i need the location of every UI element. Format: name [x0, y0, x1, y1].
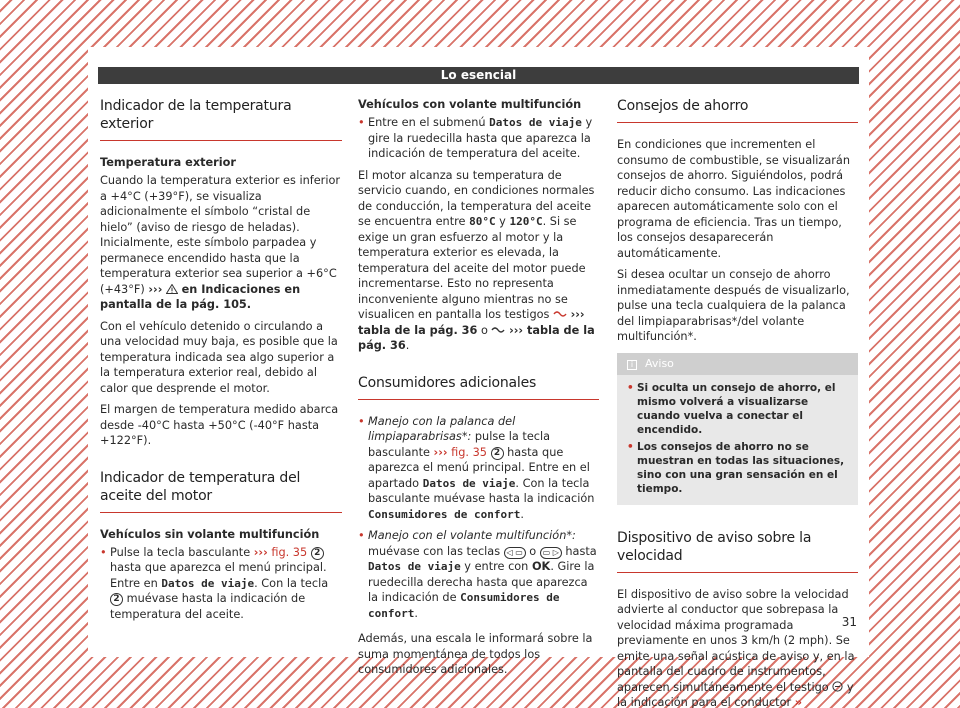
- section-title: Lo esencial: [440, 68, 517, 82]
- paragraph-range: El margen de temperatura medido abarca desde -40°C hasta +50°C (-40°F hasta +122°F).: [100, 403, 339, 447]
- warning-triangle-icon: [166, 284, 178, 294]
- page-number: 31: [841, 615, 857, 629]
- oil-temp-warning-icon: [553, 309, 567, 318]
- callout-number: 2: [311, 547, 324, 560]
- callout-number: 2: [110, 593, 123, 606]
- column-middle: [358, 97, 599, 684]
- heading-oil-temp: Indicador de temperatura del aceite del motor: [100, 469, 342, 513]
- ref-arrow: ›››: [433, 445, 448, 459]
- manual-page: [88, 47, 869, 708]
- notice-box: [617, 353, 858, 505]
- column-left: [100, 97, 342, 628]
- ref-display-indications[interactable]: en Indicaciones en pantalla de la pág. 105.: [100, 282, 301, 311]
- ref-table-2[interactable]: tabla de la pág. 36: [358, 323, 595, 352]
- info-icon: i: [627, 360, 637, 370]
- key-right-icon: ▭ ▷: [540, 547, 562, 559]
- key-left-icon: ◁ ▭: [504, 547, 526, 559]
- bullet-multifunction-wheel: • Manejo con el volante multifunción*: muévase con las teclas ◁ ▭ o ▭ ▷ hasta Datos de viaje y entre con OK. Gire la ruedecilla derecha hasta que aparezca la indicación de Consumidores de confort.: [358, 528, 599, 621]
- callout-number: 2: [491, 447, 504, 460]
- heading-consumers: Consumidores adicionales: [358, 374, 599, 400]
- subheading-multifunction: Vehículos con volante multifunción: [358, 98, 582, 111]
- notice-body: [617, 375, 858, 505]
- ref-arrow: ›››: [253, 545, 268, 559]
- heading-temp-exterior: Indicador de la temperatura exterior: [100, 97, 342, 141]
- speed-warning-icon: [832, 681, 843, 692]
- subheading-no-multifunction: Vehículos sin volante multifunción: [100, 527, 320, 541]
- ref-arrow: ›››: [570, 308, 585, 321]
- ref-arrow: ›››: [509, 323, 524, 337]
- heading-speed-warning: Dispositivo de aviso sobre la velocidad: [617, 529, 858, 573]
- fig-ref[interactable]: fig. 35: [267, 545, 308, 559]
- paragraph-frost: Cuando la temperatura exterior es inferior a +4°C (+39°F), se visualiza adicionalmente el símbolo “cristal de hielo” (aviso de riesgo de heladas). Inicialmente, este símbolo parpadea y permanece encendido hasta que la temperatura exterior sea superior a +6°C (+43°F) ››› en Indicaciones en pantalla de la pág. 105.: [100, 174, 341, 311]
- paragraph-tips: En condiciones que incrementen el consumo de combustible, se visualizarán consejos de ahorro. Siguiéndolos, podrá reducir dicho consumo. Las indicaciones aparecen automáticamente solo con el programa de eficiencia. Tras un tiempo, los consejos desaparecerán automáticamente.: [617, 138, 850, 260]
- paragraph-speed: El dispositivo de aviso sobre la velocidad advierte al conductor que sobrepasa la velocidad máxima programada previamente en unos 3 km/h (2 mph). Se emite una señal acústica de aviso y, en la pantalla del cuadro de instrumentos, aparecen simultáneamente el testigo y la indicación para el conductor »: [617, 587, 855, 708]
- column-right: [617, 97, 858, 708]
- bullet-rocker-key: • Pulse la tecla basculante ››› fig. 35 2 hasta que aparezca el menú principal. Entre en Datos de viaje. Con la tecla 2 muévase hasta la indicación de temperatura del aceite.: [100, 545, 342, 623]
- notice-header: i Aviso: [617, 353, 858, 375]
- oil-level-icon: [491, 325, 505, 334]
- fig-ref[interactable]: fig. 35: [447, 445, 487, 459]
- subheading-temp-exterior: Temperatura exterior: [100, 156, 236, 169]
- paragraph-scale: Además, una escala le informará sobre la suma momentánea de todos los consumidores adicionales.: [358, 632, 593, 676]
- ref-arrow: ›››: [148, 282, 163, 296]
- paragraph-hide-tip: Si desea ocultar un consejo de ahorro inmediatamente después de visualizarlo, pulse una tecla cualquiera de la palanca del limpiaparabrisas*/del volante multifunción*.: [617, 268, 850, 343]
- ref-table-1[interactable]: tabla de la pág. 36: [358, 323, 478, 337]
- bullet-wiper-lever: • Manejo con la palanca del limpiaparabrisas*: pulse la tecla basculante ››› fig. 35 2 hasta que aparezca el menú principal. Entre en el apartado Datos de viaje. Con la tecla basculante muévase hasta la indicación Consumidores de confort.: [358, 414, 599, 523]
- notice-item: • Si oculta un consejo de ahorro, el mismo volverá a visualizarse cuando vuelva a conectar el encendido.: [627, 381, 848, 437]
- continue-arrow: »: [794, 696, 803, 708]
- bullet-submenu: • Entre en el submenú Datos de viaje y gire la ruedecilla hasta que aparezca la indicación de temperatura del aceite.: [358, 115, 599, 162]
- paragraph-oil-range: El motor alcanza su temperatura de servicio cuando, en condiciones normales de conducción, la temperatura del aceite se encuentra entre 80°C y 120°C. Si se exige un gran esfuerzo al motor y la temperatura exterior es elevada, la temperatura del aceite del motor puede incrementarse. Esto no representa inconveniente alguno mientras no se visualicen en pantalla los testigos ››› tabla de la pág. 36 o ››› tabla de la pág. 36.: [358, 168, 595, 352]
- paragraph-engine-heat: Con el vehículo detenido o circulando a una velocidad muy baja, es posible que la temperatura indicada sea algo superior a la temperatura exterior real, debido al calor que desprende el motor.: [100, 319, 338, 395]
- section-band: [98, 67, 859, 84]
- heading-saving-tips: Consejos de ahorro: [617, 97, 858, 123]
- notice-item: • Los consejos de ahorro no se muestran en todas las situaciones, sino con una gran sensación en el tiempo.: [627, 440, 848, 496]
